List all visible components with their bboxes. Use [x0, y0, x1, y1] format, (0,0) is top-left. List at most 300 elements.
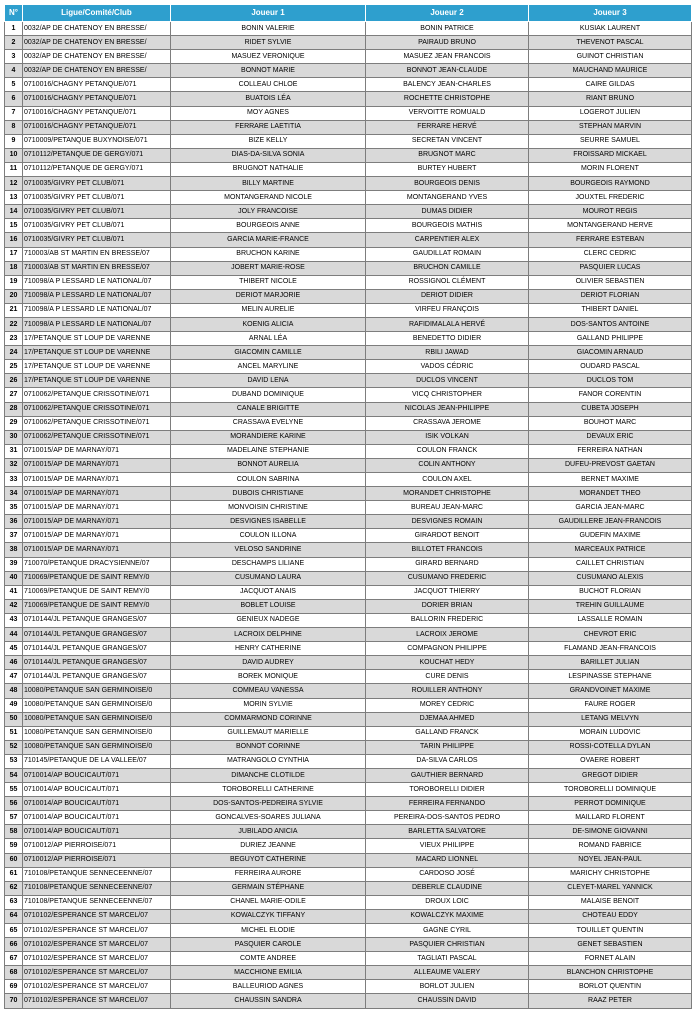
club-cell: 0710102/ESPERANCE ST MARCEL/07: [23, 909, 171, 923]
table-body: [5, 22, 692, 1009]
club-cell: 0710009/PETANQUE BUXYNOISE/071: [23, 134, 171, 148]
table-row: [5, 825, 692, 839]
club-cell: 0710015/AP DE MARNAY/071: [23, 529, 171, 543]
player-1-cell: BONNOT AURELIA: [171, 458, 366, 472]
club-cell: 0710112/PETANQUE DE GERGY/071: [23, 148, 171, 162]
player-1-cell: LACROIX DELPHINE: [171, 628, 366, 642]
player-1-cell: RIDET SYLVIE: [171, 36, 366, 50]
club-cell: 0710012/AP PIERROISE/071: [23, 853, 171, 867]
player-2-cell: BALLORIN FREDERIC: [366, 613, 529, 627]
player-2-cell: MORANDET CHRISTOPHE: [366, 487, 529, 501]
club-cell: 710108/PETANQUE SENNECEENNE/07: [23, 867, 171, 881]
player-3-cell: LASSALLE ROMAIN: [529, 613, 692, 627]
player-2-cell: KOUCHAT HEDY: [366, 656, 529, 670]
player-2-cell: MOREY CEDRIC: [366, 698, 529, 712]
player-1-cell: CRASSAVA EVELYNE: [171, 416, 366, 430]
player-3-cell: CUSUMANO ALEXIS: [529, 571, 692, 585]
club-cell: 0710035/GIVRY PET CLUB/071: [23, 177, 171, 191]
player-3-cell: MORIN FLORENT: [529, 162, 692, 176]
player-3-cell: PASQUIER LUCAS: [529, 261, 692, 275]
player-2-cell: ALLEAUME VALERY: [366, 966, 529, 980]
table-row: [5, 106, 692, 120]
player-3-cell: OLIVIER SEBASTIEN: [529, 275, 692, 289]
team-number-cell: 46: [5, 656, 23, 670]
player-2-cell: TAGLIATI PASCAL: [366, 952, 529, 966]
player-2-cell: LACROIX JEROME: [366, 628, 529, 642]
player-3-cell: DUFEU-PREVOST GAETAN: [529, 458, 692, 472]
club-cell: 17/PETANQUE ST LOUP DE VARENNE: [23, 360, 171, 374]
team-number-cell: 3: [5, 50, 23, 64]
player-1-cell: MORANDIERE KARINE: [171, 430, 366, 444]
player-2-cell: GIRARD BERNARD: [366, 557, 529, 571]
player-2-cell: CRASSAVA JEROME: [366, 416, 529, 430]
header-row: [5, 5, 692, 22]
player-1-cell: COULON SABRINA: [171, 473, 366, 487]
player-2-cell: VIEUX PHILIPPE: [366, 839, 529, 853]
team-number-cell: 17: [5, 247, 23, 261]
club-cell: 0710102/ESPERANCE ST MARCEL/07: [23, 966, 171, 980]
table-row: [5, 22, 692, 36]
table-row: [5, 811, 692, 825]
club-cell: 10080/PETANQUE SAN GERMINOISE/0: [23, 726, 171, 740]
player-3-cell: FROISSARD MICKAEL: [529, 148, 692, 162]
player-1-cell: GARCIA MARIE-FRANCE: [171, 233, 366, 247]
player-2-cell: MONTANGERAND YVES: [366, 191, 529, 205]
player-3-cell: GIACOMIN ARNAUD: [529, 346, 692, 360]
club-cell: 0710016/CHAGNY PETANQUE/071: [23, 106, 171, 120]
player-2-cell: BENEDETTO DIDIER: [366, 332, 529, 346]
team-number-cell: 18: [5, 261, 23, 275]
team-number-cell: 68: [5, 966, 23, 980]
player-1-cell: BALLEURIOD AGNES: [171, 980, 366, 994]
table-row: [5, 402, 692, 416]
player-3-cell: BORLOT QUENTIN: [529, 980, 692, 994]
player-3-cell: BOURGEOIS RAYMOND: [529, 177, 692, 191]
player-3-cell: GUINOT CHRISTIAN: [529, 50, 692, 64]
player-2-cell: FERREIRA FERNANDO: [366, 797, 529, 811]
player-3-cell: NOYEL JEAN-PAUL: [529, 853, 692, 867]
team-number-cell: 59: [5, 839, 23, 853]
player-1-cell: THIBERT NICOLE: [171, 275, 366, 289]
table-row: [5, 92, 692, 106]
club-cell: 0032/AP DE CHATENOY EN BRESSE/: [23, 22, 171, 36]
player-1-cell: COULON ILLONA: [171, 529, 366, 543]
player-2-cell: VICQ CHRISTOPHER: [366, 388, 529, 402]
table-row: [5, 938, 692, 952]
team-number-cell: 4: [5, 64, 23, 78]
player-2-cell: TARIN PHILIPPE: [366, 740, 529, 754]
table-row: [5, 656, 692, 670]
player-2-cell: BONIN PATRICE: [366, 22, 529, 36]
team-number-cell: 35: [5, 501, 23, 515]
table-row: [5, 64, 692, 78]
player-2-cell: ISIK VOLKAN: [366, 430, 529, 444]
club-cell: 710070/PETANQUE DRACYSIENNE/07: [23, 557, 171, 571]
club-cell: 10080/PETANQUE SAN GERMINOISE/0: [23, 712, 171, 726]
player-1-cell: TOROBORELLI CATHERINE: [171, 783, 366, 797]
club-cell: 0710062/PETANQUE CRISSOTINE/071: [23, 416, 171, 430]
player-3-cell: OVAERE ROBERT: [529, 754, 692, 768]
table-row: [5, 430, 692, 444]
player-1-cell: JOBERT MARIE-ROSE: [171, 261, 366, 275]
player-3-cell: DOS-SANTOS ANTOINE: [529, 317, 692, 331]
team-number-cell: 51: [5, 726, 23, 740]
player-1-cell: CUSUMANO LAURA: [171, 571, 366, 585]
player-2-cell: DUMAS DIDIER: [366, 205, 529, 219]
player-1-cell: DESVIGNES ISABELLE: [171, 515, 366, 529]
team-number-cell: 12: [5, 177, 23, 191]
player-2-cell: PAIRAUD BRUNO: [366, 36, 529, 50]
table-row: [5, 543, 692, 557]
table-row: [5, 698, 692, 712]
team-number-cell: 31: [5, 444, 23, 458]
club-cell: 0710014/AP BOUCICAUT/071: [23, 768, 171, 782]
team-number-cell: 19: [5, 275, 23, 289]
player-1-cell: MONVOISIN CHRISTINE: [171, 501, 366, 515]
club-cell: 0710014/AP BOUCICAUT/071: [23, 811, 171, 825]
table-row: [5, 909, 692, 923]
table-row: [5, 980, 692, 994]
team-number-cell: 61: [5, 867, 23, 881]
team-number-cell: 42: [5, 599, 23, 613]
club-cell: 710098/A P LESSARD LE NATIONAL/07: [23, 289, 171, 303]
club-cell: 710003/AB ST MARTIN EN BRESSE/07: [23, 247, 171, 261]
table-row: [5, 966, 692, 980]
table-row: [5, 233, 692, 247]
club-cell: 710108/PETANQUE SENNECEENNE/07: [23, 895, 171, 909]
club-cell: 0710035/GIVRY PET CLUB/071: [23, 233, 171, 247]
table-row: [5, 275, 692, 289]
club-cell: 0710102/ESPERANCE ST MARCEL/07: [23, 980, 171, 994]
player-1-cell: COMTE ANDREE: [171, 952, 366, 966]
player-1-cell: JOLY FRANCOISE: [171, 205, 366, 219]
club-cell: 0032/AP DE CHATENOY EN BRESSE/: [23, 64, 171, 78]
player-1-cell: FERRARE LAETITIA: [171, 120, 366, 134]
team-number-cell: 58: [5, 825, 23, 839]
table-row: [5, 317, 692, 331]
table-row: [5, 853, 692, 867]
player-1-cell: BILLY MARTINE: [171, 177, 366, 191]
player-2-cell: GAUDILLAT ROMAIN: [366, 247, 529, 261]
player-1-cell: BUATOIS LÉA: [171, 92, 366, 106]
player-1-cell: COMMARMOND CORINNE: [171, 712, 366, 726]
team-number-cell: 16: [5, 233, 23, 247]
player-2-cell: ROUILLER ANTHONY: [366, 684, 529, 698]
player-3-cell: ROMAND FABRICE: [529, 839, 692, 853]
player-1-cell: MATRANGOLO CYNTHIA: [171, 754, 366, 768]
table-row: [5, 374, 692, 388]
table-row: [5, 388, 692, 402]
player-2-cell: BOURGEOIS DENIS: [366, 177, 529, 191]
player-3-cell: LETANG MELVYN: [529, 712, 692, 726]
club-cell: 710098/A P LESSARD LE NATIONAL/07: [23, 275, 171, 289]
club-cell: 0710014/AP BOUCICAUT/071: [23, 825, 171, 839]
table-row: [5, 895, 692, 909]
player-3-cell: GALLAND PHILIPPE: [529, 332, 692, 346]
player-2-cell: KOWALCZYK MAXIME: [366, 909, 529, 923]
header-club: Ligue/Comité/Club: [23, 5, 171, 22]
table-row: [5, 783, 692, 797]
player-1-cell: VELOSO SANDRINE: [171, 543, 366, 557]
player-2-cell: MASUEZ JEAN FRANCOIS: [366, 50, 529, 64]
team-number-cell: 30: [5, 430, 23, 444]
player-1-cell: DUBAND DOMINIQUE: [171, 388, 366, 402]
player-2-cell: TOROBORELLI DIDIER: [366, 783, 529, 797]
player-2-cell: BORLOT JULIEN: [366, 980, 529, 994]
player-3-cell: GUDEFIN MAXIME: [529, 529, 692, 543]
table-row: [5, 642, 692, 656]
player-3-cell: DERIOT FLORIAN: [529, 289, 692, 303]
club-cell: 710069/PETANQUE DE SAINT REMY/0: [23, 599, 171, 613]
team-number-cell: 1: [5, 22, 23, 36]
club-cell: 710098/A P LESSARD LE NATIONAL/07: [23, 317, 171, 331]
club-cell: 0710062/PETANQUE CRISSOTINE/071: [23, 430, 171, 444]
club-cell: 0710015/AP DE MARNAY/071: [23, 473, 171, 487]
team-number-cell: 45: [5, 642, 23, 656]
table-row: [5, 515, 692, 529]
team-number-cell: 60: [5, 853, 23, 867]
player-1-cell: KOENIG ALICIA: [171, 317, 366, 331]
table-row: [5, 261, 692, 275]
player-3-cell: FERREIRA NATHAN: [529, 444, 692, 458]
team-number-cell: 9: [5, 134, 23, 148]
player-3-cell: MORAIN LUDOVIC: [529, 726, 692, 740]
club-cell: 17/PETANQUE ST LOUP DE VARENNE: [23, 374, 171, 388]
table-row: [5, 289, 692, 303]
player-2-cell: COULON FRANCK: [366, 444, 529, 458]
club-cell: 710069/PETANQUE DE SAINT REMY/0: [23, 585, 171, 599]
player-2-cell: PASQUIER CHRISTIAN: [366, 938, 529, 952]
player-2-cell: CHAUSSIN DAVID: [366, 994, 529, 1008]
club-cell: 0032/AP DE CHATENOY EN BRESSE/: [23, 50, 171, 64]
club-cell: 710145/PETANQUE DE LA VALLEE/07: [23, 754, 171, 768]
registration-sheet: [4, 4, 691, 1009]
player-1-cell: BEGUYOT CATHERINE: [171, 853, 366, 867]
player-3-cell: FANOR CORENTIN: [529, 388, 692, 402]
team-number-cell: 22: [5, 317, 23, 331]
player-2-cell: PEREIRA-DOS-SANTOS PEDRO: [366, 811, 529, 825]
team-number-cell: 24: [5, 346, 23, 360]
player-1-cell: CHANEL MARIE-ODILE: [171, 895, 366, 909]
team-number-cell: 52: [5, 740, 23, 754]
table-row: [5, 599, 692, 613]
player-2-cell: DROUX LOIC: [366, 895, 529, 909]
player-3-cell: MARICHY CHRISTOPHE: [529, 867, 692, 881]
team-number-cell: 56: [5, 797, 23, 811]
team-number-cell: 32: [5, 458, 23, 472]
club-cell: 0710112/PETANQUE DE GERGY/071: [23, 162, 171, 176]
player-2-cell: COULON AXEL: [366, 473, 529, 487]
club-cell: 0710144/JL PETANQUE GRANGES/07: [23, 642, 171, 656]
club-cell: 0710012/AP PIERROISE/071: [23, 839, 171, 853]
player-3-cell: DE-SIMONE GIOVANNI: [529, 825, 692, 839]
player-1-cell: GONCALVES-SOARES JULIANA: [171, 811, 366, 825]
player-1-cell: BONNOT MARIE: [171, 64, 366, 78]
club-cell: 0710035/GIVRY PET CLUB/071: [23, 219, 171, 233]
header-player-1: Joueur 1: [171, 5, 366, 22]
team-number-cell: 37: [5, 529, 23, 543]
table-row: [5, 219, 692, 233]
table-row: [5, 740, 692, 754]
player-2-cell: BARLETTA SALVATORE: [366, 825, 529, 839]
team-number-cell: 13: [5, 191, 23, 205]
player-1-cell: BRUGNOT NATHALIE: [171, 162, 366, 176]
player-1-cell: GENIEUX NADEGE: [171, 613, 366, 627]
player-3-cell: KUSIAK LAURENT: [529, 22, 692, 36]
player-3-cell: CHOTEAU EDDY: [529, 909, 692, 923]
player-1-cell: BRUCHON KARINE: [171, 247, 366, 261]
player-3-cell: TOROBORELLI DOMINIQUE: [529, 783, 692, 797]
club-cell: 0710062/PETANQUE CRISSOTINE/071: [23, 402, 171, 416]
table-row: [5, 571, 692, 585]
player-1-cell: DAVID LENA: [171, 374, 366, 388]
player-1-cell: DOS-SANTOS-PEDREIRA SYLVIE: [171, 797, 366, 811]
team-number-cell: 41: [5, 585, 23, 599]
table-row: [5, 797, 692, 811]
player-3-cell: DUCLOS TOM: [529, 374, 692, 388]
player-2-cell: GALLAND FRANCK: [366, 726, 529, 740]
player-2-cell: DERIOT DIDIER: [366, 289, 529, 303]
table-row: [5, 585, 692, 599]
team-number-cell: 44: [5, 628, 23, 642]
player-3-cell: GARCIA JEAN-MARC: [529, 501, 692, 515]
player-3-cell: TREHIN GUILLAUME: [529, 599, 692, 613]
player-3-cell: GAUDILLERE JEAN-FRANCOIS: [529, 515, 692, 529]
team-number-cell: 70: [5, 994, 23, 1008]
table-row: [5, 191, 692, 205]
club-cell: 0710015/AP DE MARNAY/071: [23, 501, 171, 515]
player-1-cell: MORIN SYLVIE: [171, 698, 366, 712]
player-1-cell: DURIEZ JEANNE: [171, 839, 366, 853]
player-3-cell: ROSSI-COTELLA DYLAN: [529, 740, 692, 754]
table-row: [5, 501, 692, 515]
player-3-cell: DEVAUX ERIC: [529, 430, 692, 444]
team-number-cell: 43: [5, 613, 23, 627]
club-cell: 0710144/JL PETANQUE GRANGES/07: [23, 656, 171, 670]
table-row: [5, 754, 692, 768]
player-2-cell: DUCLOS VINCENT: [366, 374, 529, 388]
player-3-cell: CAILLET CHRISTIAN: [529, 557, 692, 571]
table-row: [5, 952, 692, 966]
player-3-cell: STEPHAN MARVIN: [529, 120, 692, 134]
team-number-cell: 7: [5, 106, 23, 120]
player-2-cell: DJEMAA AHMED: [366, 712, 529, 726]
player-2-cell: DESVIGNES ROMAIN: [366, 515, 529, 529]
player-2-cell: VADOS CÉDRIC: [366, 360, 529, 374]
club-cell: 0710144/JL PETANQUE GRANGES/07: [23, 670, 171, 684]
club-cell: 0710014/AP BOUCICAUT/071: [23, 797, 171, 811]
team-number-cell: 65: [5, 924, 23, 938]
player-2-cell: JACQUOT THIERRY: [366, 585, 529, 599]
player-3-cell: CUBETA JOSEPH: [529, 402, 692, 416]
player-1-cell: HENRY CATHERINE: [171, 642, 366, 656]
team-number-cell: 33: [5, 473, 23, 487]
player-2-cell: GAGNE CYRIL: [366, 924, 529, 938]
player-3-cell: BERNET MAXIME: [529, 473, 692, 487]
table-row: [5, 444, 692, 458]
club-cell: 0710102/ESPERANCE ST MARCEL/07: [23, 924, 171, 938]
team-number-cell: 54: [5, 768, 23, 782]
player-1-cell: FERREIRA AURORE: [171, 867, 366, 881]
player-3-cell: BARILLET JULIAN: [529, 656, 692, 670]
club-cell: 10080/PETANQUE SAN GERMINOISE/0: [23, 684, 171, 698]
team-number-cell: 14: [5, 205, 23, 219]
player-1-cell: MICHEL ELODIE: [171, 924, 366, 938]
player-3-cell: CLERC CEDRIC: [529, 247, 692, 261]
player-3-cell: RAAZ PETER: [529, 994, 692, 1008]
player-1-cell: BONIN VALERIE: [171, 22, 366, 36]
team-number-cell: 50: [5, 712, 23, 726]
player-3-cell: MAILLARD FLORENT: [529, 811, 692, 825]
team-number-cell: 69: [5, 980, 23, 994]
team-number-cell: 2: [5, 36, 23, 50]
player-3-cell: THIBERT DANIEL: [529, 303, 692, 317]
team-number-cell: 49: [5, 698, 23, 712]
team-number-cell: 39: [5, 557, 23, 571]
player-1-cell: BONNOT CORINNE: [171, 740, 366, 754]
player-2-cell: BUREAU JEAN-MARC: [366, 501, 529, 515]
player-1-cell: KOWALCZYK TIFFANY: [171, 909, 366, 923]
table-row: [5, 120, 692, 134]
player-3-cell: CLEYET-MAREL YANNICK: [529, 881, 692, 895]
table-row: [5, 50, 692, 64]
club-cell: 710069/PETANQUE DE SAINT REMY/0: [23, 571, 171, 585]
table-row: [5, 78, 692, 92]
player-3-cell: FLAMAND JEAN-FRANCOIS: [529, 642, 692, 656]
player-2-cell: COLIN ANTHONY: [366, 458, 529, 472]
player-1-cell: GERMAIN STÉPHANE: [171, 881, 366, 895]
table-row: [5, 346, 692, 360]
table-row: [5, 712, 692, 726]
player-1-cell: ANCEL MARYLINE: [171, 360, 366, 374]
header-number: N°: [5, 5, 23, 22]
player-3-cell: MONTANGERAND HERVE: [529, 219, 692, 233]
table-row: [5, 473, 692, 487]
team-number-cell: 28: [5, 402, 23, 416]
player-1-cell: MONTANGERAND NICOLE: [171, 191, 366, 205]
club-cell: 0710144/JL PETANQUE GRANGES/07: [23, 628, 171, 642]
player-2-cell: BALENCY JEAN-CHARLES: [366, 78, 529, 92]
player-2-cell: BONNOT JEAN-CLAUDE: [366, 64, 529, 78]
header-player-3: Joueur 3: [529, 5, 692, 22]
club-cell: 0710102/ESPERANCE ST MARCEL/07: [23, 952, 171, 966]
player-1-cell: ARNAL LÉA: [171, 332, 366, 346]
player-1-cell: BOBLET LOUISE: [171, 599, 366, 613]
team-number-cell: 23: [5, 332, 23, 346]
team-number-cell: 26: [5, 374, 23, 388]
table-row: [5, 867, 692, 881]
player-2-cell: CURE DENIS: [366, 670, 529, 684]
club-cell: 0710014/AP BOUCICAUT/071: [23, 783, 171, 797]
club-cell: 0710015/AP DE MARNAY/071: [23, 444, 171, 458]
player-2-cell: CUSUMANO FREDERIC: [366, 571, 529, 585]
player-3-cell: GENET SEBASTIEN: [529, 938, 692, 952]
player-1-cell: CANALE BRIGITTE: [171, 402, 366, 416]
table-row: [5, 628, 692, 642]
team-number-cell: 20: [5, 289, 23, 303]
club-cell: 0710102/ESPERANCE ST MARCEL/07: [23, 938, 171, 952]
table-row: [5, 303, 692, 317]
player-2-cell: GIRARDOT BENOIT: [366, 529, 529, 543]
team-number-cell: 11: [5, 162, 23, 176]
table-row: [5, 134, 692, 148]
player-2-cell: NICOLAS JEAN-PHILIPPE: [366, 402, 529, 416]
player-2-cell: DA-SILVA CARLOS: [366, 754, 529, 768]
team-number-cell: 21: [5, 303, 23, 317]
player-1-cell: DERIOT MARJORIE: [171, 289, 366, 303]
table-row: [5, 557, 692, 571]
player-3-cell: GRANDVOINET MAXIME: [529, 684, 692, 698]
